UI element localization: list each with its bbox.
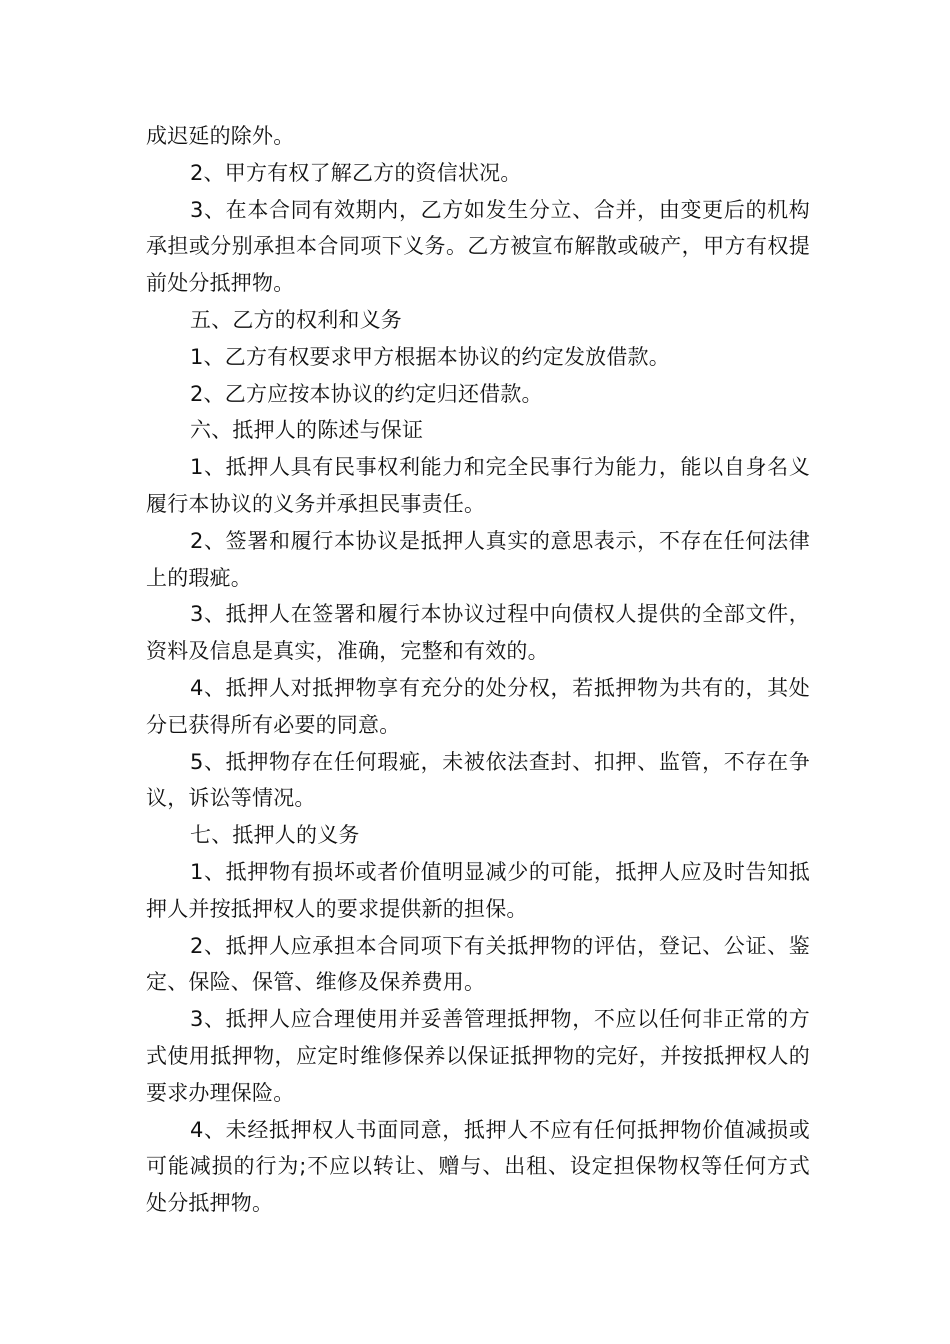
section-heading: 七、抵押人的义务 bbox=[190, 823, 360, 848]
clause-item: 2、乙方应按本协议的约定归还借款。 bbox=[190, 381, 543, 406]
clause-item: 2、甲方有权了解乙方的资信状况。 bbox=[190, 160, 522, 185]
clause-item: 3、抵押人在签署和履行本协议过程中向债权人提供的全部文件，资料及信息是真实，准确，完整和有效的。 bbox=[146, 602, 810, 664]
section-heading: 六、抵押人的陈述与保证 bbox=[190, 418, 424, 443]
section-heading: 五、乙方的权利和义务 bbox=[190, 307, 402, 332]
clause-item: 1、抵押人具有民事权利能力和完全民事行为能力，能以自身名义履行本协议的义务并承担民事责任。 bbox=[146, 455, 810, 516]
clause-item: 4、未经抵押权人书面同意，抵押人不应有任何抵押物价值减损或可能减损的行为;不应以转让、赠与、出租、设定担保物权等任何方式处分抵押物。 bbox=[146, 1117, 810, 1216]
clause-item: 2、抵押人应承担本合同项下有关抵押物的评估，登记、公证、鉴定、保险、保管、维修及保养费用。 bbox=[146, 933, 810, 995]
clause-item: 5、抵押物存在任何瑕疵，未被依法查封、扣押、监管，不存在争议，诉讼等情况。 bbox=[146, 749, 810, 811]
clause-item: 1、乙方有权要求甲方根据本协议的约定发放借款。 bbox=[190, 344, 670, 369]
clause-item: 2、签署和履行本协议是抵押人真实的意思表示，不存在任何法律上的瑕疵。 bbox=[146, 528, 810, 590]
clause-item: 4、抵押人对抵押物享有充分的处分权，若抵押物为共有的，其处分已获得所有必要的同意。 bbox=[146, 675, 810, 737]
clause-item: 3、在本合同有效期内，乙方如发生分立、合并，由变更后的机构承担或分别承担本合同项下义务。乙方被宣布解散或破产，甲方有权提前处分抵押物。 bbox=[146, 197, 810, 296]
paragraph-continuation: 成迟延的除外。 bbox=[146, 124, 295, 148]
clause-item: 1、抵押物有损坏或者价值明显减少的可能，抵押人应及时告知抵押人并按抵押权人的要求提供新的担保。 bbox=[146, 859, 810, 921]
document-body bbox=[146, 118, 810, 1222]
clause-item: 3、抵押人应合理使用并妥善管理抵押物，不应以任何非正常的方式使用抵押物，应定时维修保养以保证抵押物的完好，并按抵押权人的要求办理保险。 bbox=[146, 1007, 810, 1105]
